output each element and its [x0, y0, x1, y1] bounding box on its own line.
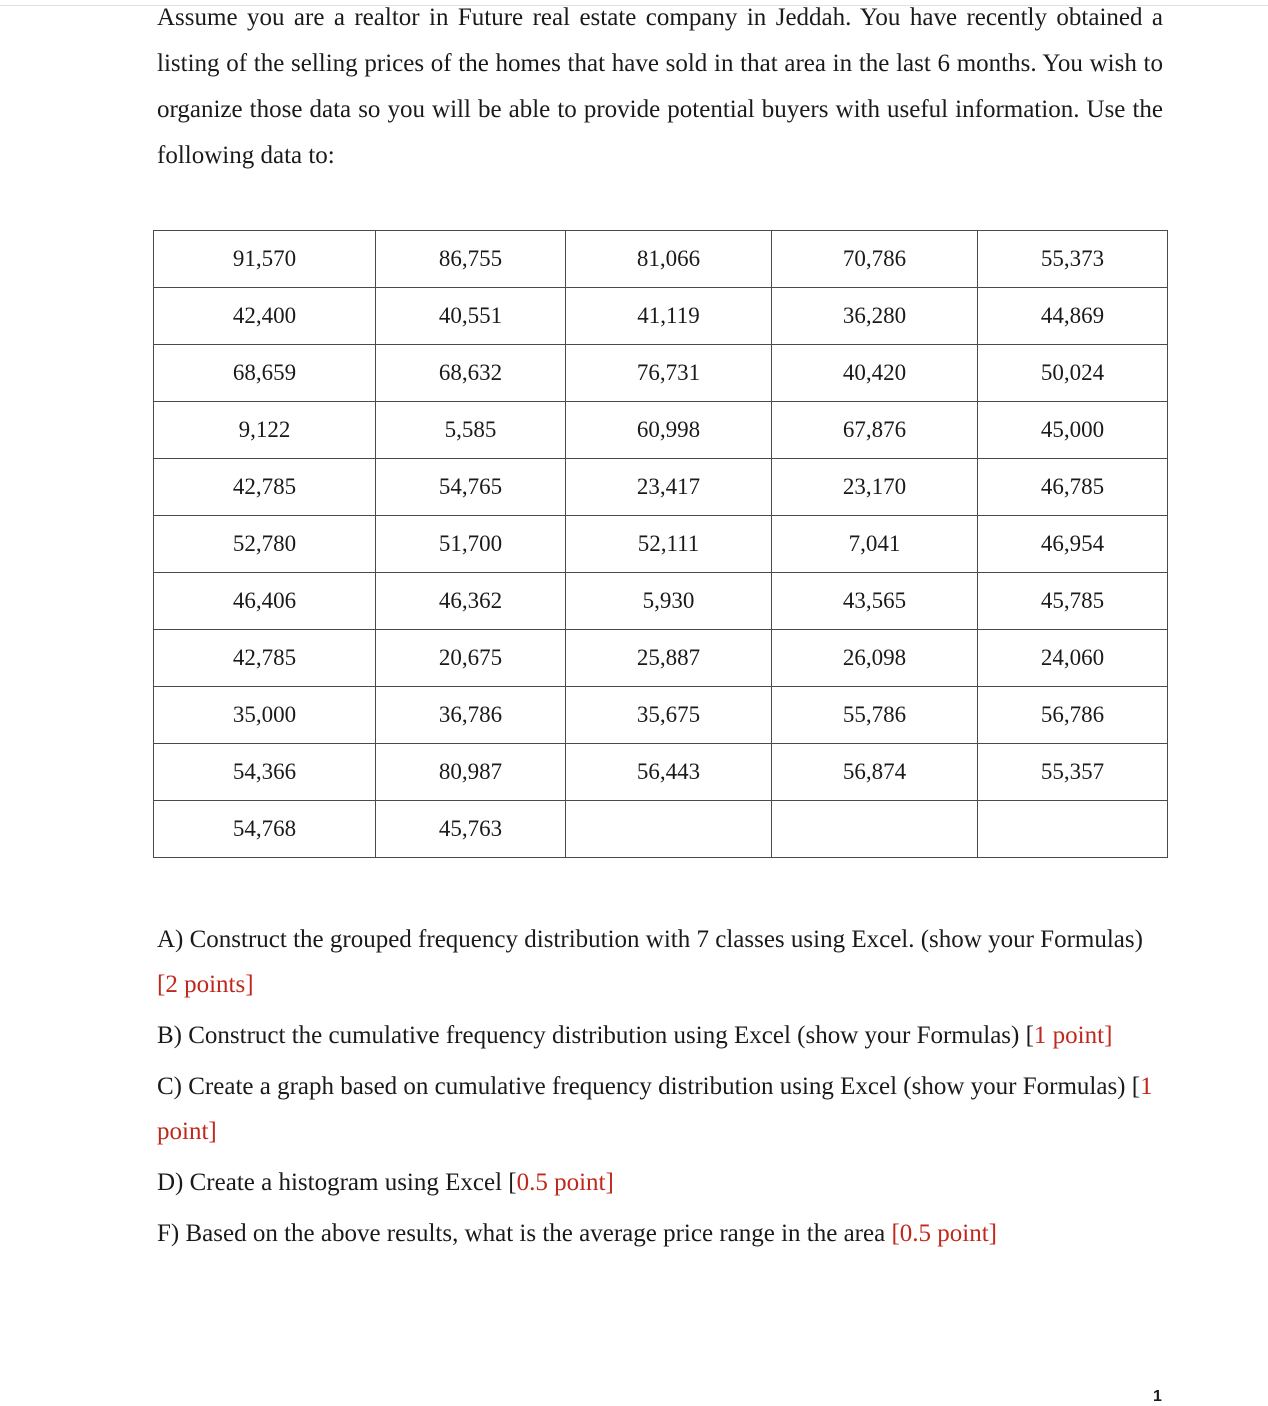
table-cell: 54,366 — [154, 744, 376, 801]
table-cell: 9,122 — [154, 402, 376, 459]
table-cell: 45,785 — [978, 573, 1168, 630]
table-cell: 45,763 — [376, 801, 566, 858]
page-number: 1 — [1153, 1388, 1162, 1405]
table-row — [154, 801, 1168, 858]
table-cell: 42,785 — [154, 630, 376, 687]
table-row — [154, 345, 1168, 402]
question-b-points: 1 point] — [1033, 1022, 1113, 1049]
table-cell: 35,000 — [154, 687, 376, 744]
table-cell: 42,785 — [154, 459, 376, 516]
table-cell: 60,998 — [566, 402, 772, 459]
intro-paragraph: Assume you are a realtor in Future real estate company in Jeddah. You have recently obtained a listing of the selling prices of the homes that have sold in that area in the last 6 months. You wish to organize those data so you will be able to provide potential buyers with useful information. Use the following data to: — [157, 4, 1163, 169]
table-cell: 7,041 — [772, 516, 978, 573]
table-cell — [772, 801, 978, 858]
table-cell: 24,060 — [978, 630, 1168, 687]
table-cell: 35,675 — [566, 687, 772, 744]
table-cell: 20,675 — [376, 630, 566, 687]
question-f-points: [0.5 point] — [891, 1220, 997, 1247]
table-cell: 36,786 — [376, 687, 566, 744]
table-cell: 42,400 — [154, 288, 376, 345]
table-cell: 81,066 — [566, 231, 772, 288]
table-cell: 52,780 — [154, 516, 376, 573]
table-cell: 54,768 — [154, 801, 376, 858]
table-cell: 55,786 — [772, 687, 978, 744]
question-a-points: [2 points] — [157, 971, 254, 998]
table-cell: 46,785 — [978, 459, 1168, 516]
table-row — [154, 630, 1168, 687]
table-cell: 45,000 — [978, 402, 1168, 459]
table-cell: 46,954 — [978, 516, 1168, 573]
question-d: D) Create a histogram using Excel [0.5 point] — [157, 1169, 614, 1196]
table-row — [154, 744, 1168, 801]
table-cell: 50,024 — [978, 345, 1168, 402]
table-cell: 40,420 — [772, 345, 978, 402]
table-cell: 56,786 — [978, 687, 1168, 744]
table-cell: 54,765 — [376, 459, 566, 516]
table-cell: 26,098 — [772, 630, 978, 687]
question-b: B) Construct the cumulative frequency distribution using Excel (show your Formulas) [1 point] — [157, 1022, 1113, 1049]
table-cell: 46,362 — [376, 573, 566, 630]
question-c: C) Create a graph based on cumulative frequency distribution using Excel (show your Formulas) [1 point] — [157, 1073, 1153, 1145]
table-cell: 5,585 — [376, 402, 566, 459]
table-cell: 55,357 — [978, 744, 1168, 801]
table-cell: 51,700 — [376, 516, 566, 573]
table-row — [154, 459, 1168, 516]
table-row — [154, 402, 1168, 459]
table-cell: 68,632 — [376, 345, 566, 402]
table-cell: 68,659 — [154, 345, 376, 402]
question-d-points: 0.5 point] — [516, 1169, 614, 1196]
table-cell — [566, 801, 772, 858]
table-row — [154, 288, 1168, 345]
table-row — [154, 687, 1168, 744]
table-cell: 67,876 — [772, 402, 978, 459]
question-f: F) Based on the above results, what is the average price range in the area [0.5 point] — [157, 1220, 997, 1247]
table-cell: 91,570 — [154, 231, 376, 288]
question-a: A) Construct the grouped frequency distribution with 7 classes using Excel. (show your Formulas) [2 points] — [157, 926, 1143, 998]
table-cell: 76,731 — [566, 345, 772, 402]
table-cell: 46,406 — [154, 573, 376, 630]
table-cell: 44,869 — [978, 288, 1168, 345]
table-body — [154, 231, 1168, 858]
table-cell: 36,280 — [772, 288, 978, 345]
table-cell: 56,874 — [772, 744, 978, 801]
table-cell: 80,987 — [376, 744, 566, 801]
table-cell: 40,551 — [376, 288, 566, 345]
table-cell: 41,119 — [566, 288, 772, 345]
table-cell: 70,786 — [772, 231, 978, 288]
table-row — [154, 516, 1168, 573]
table-row — [154, 573, 1168, 630]
table-cell: 23,170 — [772, 459, 978, 516]
table-cell: 43,565 — [772, 573, 978, 630]
question-c-points: 1 point] — [157, 1073, 1153, 1145]
table-cell: 55,373 — [978, 231, 1168, 288]
table-cell — [978, 801, 1168, 858]
table-cell: 56,443 — [566, 744, 772, 801]
table-cell: 25,887 — [566, 630, 772, 687]
table-cell: 5,930 — [566, 573, 772, 630]
table-cell: 52,111 — [566, 516, 772, 573]
table-cell: 86,755 — [376, 231, 566, 288]
table-row — [154, 231, 1168, 288]
table-cell: 23,417 — [566, 459, 772, 516]
questions-list — [157, 917, 1157, 1262]
home-prices-table — [153, 230, 1168, 858]
